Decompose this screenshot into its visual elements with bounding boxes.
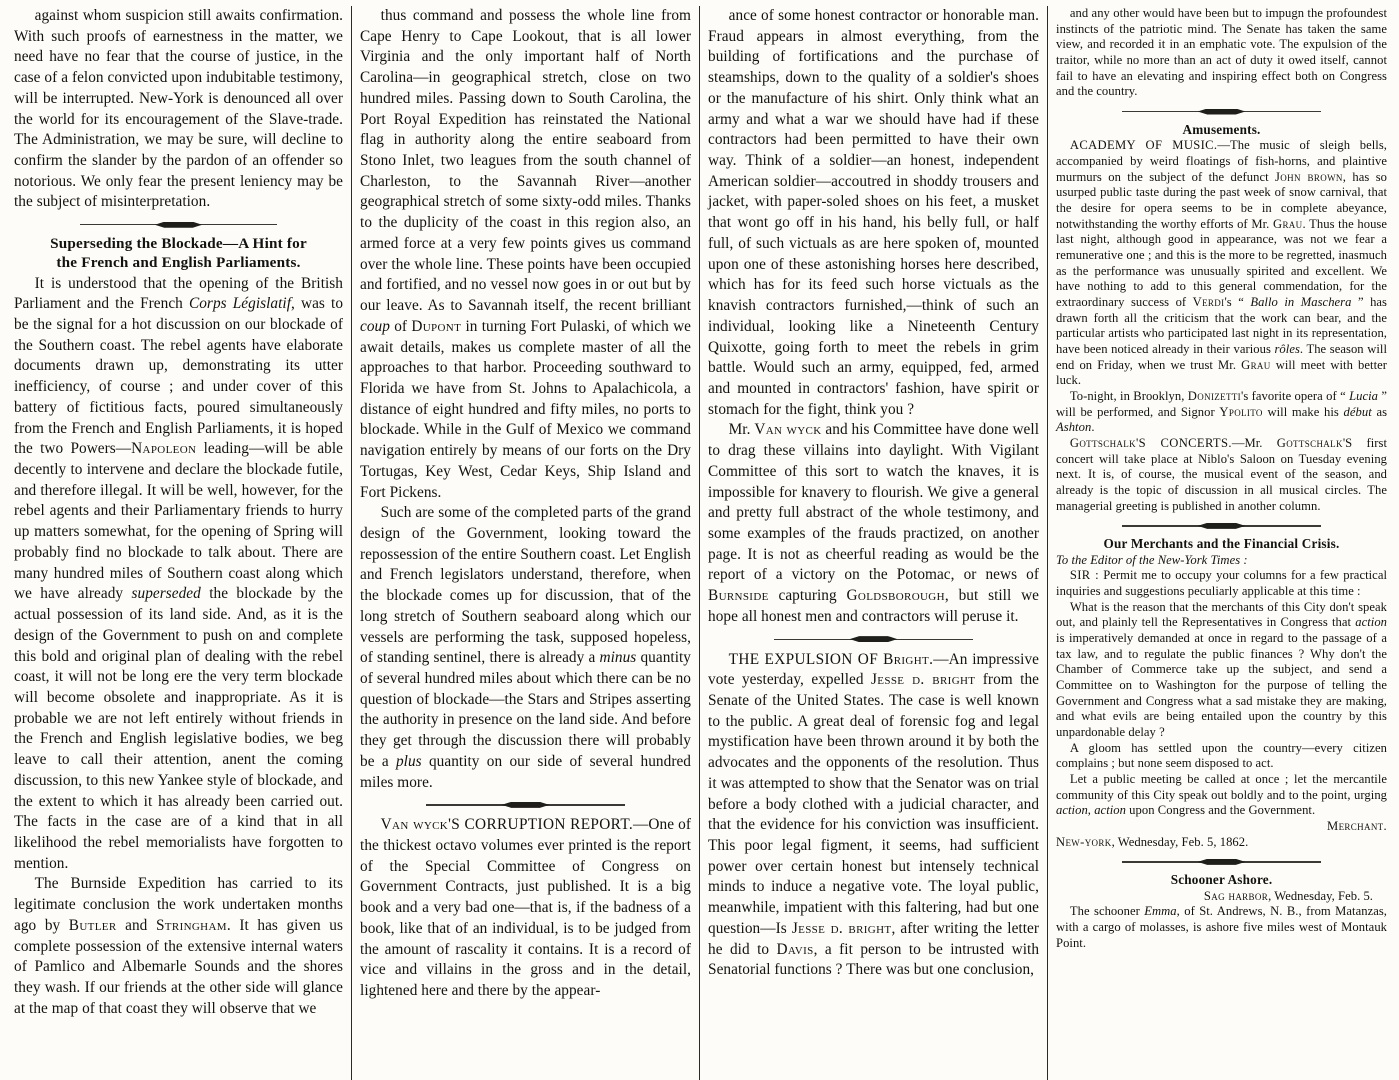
- item-lead-smallcaps: THE EXPULSION OF Bright.: [728, 650, 934, 668]
- column-1: [4, 6, 351, 1080]
- section-headline-merchants: [1056, 536, 1387, 552]
- item-body: Permit me to occupy your columns for a few practical inquiries and suggestions peculiarly applicable at this time :: [1056, 568, 1388, 598]
- ornamental-divider: [774, 635, 973, 645]
- column-4: [1047, 6, 1395, 1080]
- item-body: —An impressive vote yesterday, expelled Jesse d. bright from the Senate of the United States. The case is well known to the public. A great deal of forensic fog and legal mystification have been thrown around it by both the advocates and the opponents of the resolution. Thus it was attempted to show that the Senator was on trial before a body clothed with a judicial character, and that the evidence for his conviction was insufficient. This poor legal figment, it seems, had sufficient power over certain honest but intensely technical minds to induce a negative vote. The loyal public, meanwhile, impatient with this faltering, had but one question—Is Jesse d. bright, after writing the letter he did to Davis, a fit person to be intrusted with Senatorial functions ? There was but one conclusion,: [708, 650, 1040, 979]
- article-paragraph: Such are some of the completed parts of the grand design of the Government, looking toward the repossession of the entire Southern coast. Let English and French legislators understand, therefore, when the blockade comes up for discussion, that of the long stretch of Southern seaboard along which our vessels are performing the task, supposed hopeless, of standing sentinel, there is already a minus quantity of several hundred miles about which there can be no question of blockade—the Stars and Stripes asserting the authority in presence on the land side. And before they get through the discussion there will probably be a plus quantity on our side of several hundred miles more.: [360, 504, 692, 791]
- article-paragraph: [360, 815, 691, 1001]
- article-paragraph: [1056, 568, 1387, 599]
- article-headline: [14, 235, 343, 272]
- headline-line-1: Schooner Ashore.: [1170, 872, 1273, 888]
- article-paragraph: [1056, 138, 1387, 389]
- article-paragraph: To-night, in Brooklyn, Donizetti's favorite opera of “ Lucia ” will be performed, and Signor Ypolito will make his début as Ashton.: [1056, 389, 1388, 435]
- column-3: [699, 6, 1047, 1080]
- headline-line-1: Our Merchants and the Financial Crisis.: [1103, 536, 1340, 552]
- letter-dateline: New-york, Wednesday, Feb. 5, 1862.: [1056, 834, 1249, 849]
- article-paragraph: thus command and possess the whole line from Cape Henry to Cape Lookout, that is all lower Virginia and the only important half of North Carolina—in geographical stretch, close on two hundred miles. Passing down to South Carolina, the Port Royal Expedition has reinstated the National flag in authority along the entire seaboard from Stono Inlet, two leagues from the south channel of Charleston, to the Savannah River—another geographical stretch of some sixty-odd miles. Thanks to the duplicity of the coast in this region also, an armed force at a very few points gives us command over the whole line. These points have been occupied and fortified, and no vessel now goes in or out but by our leave. As to Savannah itself, the recent brilliant coup of Dupont in turning Fort Pulaski, of which we await details, makes us complete master of all the approaches to that harbor. Proceeding southward to Florida we have from St. Johns to Apalachicola, a distance of eight hundred and fifty miles, no ports to blockade. While in the Gulf of Mexico we command navigation entirely by means of our forts on the Dry Tortugas, Key West, Cedar Keys, Ship Island and Fort Pickens.: [360, 7, 692, 501]
- column-2: [351, 6, 699, 1080]
- article-paragraph: Mr. Van wyck and his Committee have done well to drag these villains into daylight. With Vigilant Committee of this sort to watch the knaves, it is impossible for knavery to flourish. We give a general and pretty full abstract of the whole testimony, and some examples of the frauds practized, on another page. It is not as cheerful reading as would be the report of a victory on the Potomac, or news of Burnside capturing Goldsborough, but still we hope all honest men and contractors will peruse it.: [708, 421, 1040, 625]
- section-headline-schooner: [1056, 872, 1387, 888]
- ornamental-divider: [1122, 107, 1321, 117]
- letter-signature: Merchant.: [1327, 819, 1388, 834]
- article-paragraph: The Burnside Expedition has carried to its legitimate conclusion the work undertaken months ago by Butler and Stringham. It has given us complete possession of the extensive internal waters of Pamlico and Albemarle Sounds and the shores they wash. If our friends at the other side will glance at the map of that coast they will observe that we: [14, 875, 344, 1017]
- ornamental-divider: [80, 220, 277, 230]
- ornamental-divider: [1122, 857, 1321, 867]
- article-paragraph: [708, 650, 1039, 982]
- item-lead-smallcaps: ACADEMY OF MUSIC.: [1069, 138, 1218, 153]
- article-paragraph: A gloom has settled upon the country—every citizen complains ; but none seem disposed to act.: [1056, 740, 1388, 771]
- article-paragraph: What is the reason that the merchants of this City don't speak out, and plainly tell the Representatives in Congress that action is imperatively demanded at once in regard to the passage of a tax law, and to regulate the public finances ? Why don't the Chamber of Commerce take up the subject, and send a Committee on to Washington for the purpose of telling the Government and Congress what a sad mistake they are making, and what evils are being entailed upon the country by this unpardonable delay ?: [1056, 599, 1388, 740]
- article-paragraph: Let a public meeting be called at once ; let the mercantile community of this City speak out boldly and to the point, urging action, action upon Congress and the Government.: [1056, 772, 1388, 818]
- ornamental-divider: [1122, 521, 1321, 531]
- article-paragraph: It is understood that the opening of the British Parliament and the French Corps Législatif, was to be the signal for a hot discussion on our blockade of the Southern coast. The rebel agents have elaborate documents drawn up, demonstrating its utter inefficiency, of course ; and under cover of this battery of fictitious facts, poured simultaneously from the French and English Parliaments, it is hoped the two Powers—Napoleon leading—will be able decently to intervene and declare the blockade futile, and therefore illegal. It will be well, however, for the rebel agents and their Parliamentary friends to hurry up matters somewhat, for the opening of Spring will probably find no blockade to talk about. There are many hundred miles of Southern coast along which we have already superseded the blockade by the actual possession of its land side. And, as it is the design of the Government to push on and complete this bold and original plan of dealing with the rebel coast, it will not be long ere the very term blockade will become obsolete and inappropriate. As it is probable we are not left entirely without friends in the French and English legislative bodies, we beg leave to call their attention, anent the coming discussion, to this new Yankee style of blockade, and the extent to which it has already been carried out. The facts in the case are of a kind that in all likelihood the rebel memorialists have forgotten to mention.: [14, 274, 344, 872]
- item-body: —The music of sleigh bells, accompanied by weird floatings of fish-horns, and plaintive murmurs on the subject of the defunct John brown, has so usurped public taste during the past week of snow carnival, that the desire for opera seems to be in complete abeyance, notwithstanding the worthy efforts of Mr. Grau. Thus the house last night, although good in appearance, was not we fear a remunerative one ; and this is the more to be regretted, inasmuch as the performance was unusually spirited and excellent. We have nothing to add to this general commendation, for the extraordinary success of Verdi's “ Ballo in Maschera ” has drawn forth all the criticism that the work can bear, and the particular artists who participated last night in its representation, have been noticed already in their various rôles. The season will end on Friday, when we trust Mr. Grau will meet with better luck.: [1056, 138, 1388, 388]
- article-paragraph: ance of some honest contractor or honorable man. Fraud appears in almost everything, from the building of fortifications and the purchase of steamships, down to the quality of a soldier's shoes or the manufacture of his shirt. Only think what an army and what a war we should have had if these contractors had been permitted to have their own way. Think of a soldier—an honest, independent American soldier—accoutred in shoddy trousers and jacket, with paper-soled shoes on his feet, a musket that wont go off in his hand, his belly full, or half full, of such victuals as are here spoken of, mounted upon one of these astonishing horses here described, which has for its feed such horse victuals as the knavish contractors furnished,—think of such an individual, looking like a Nineteenth Century Quixotte, going forth to meet the rebels in grim battle. Would such an army, equipped, fed, armed and mounted in contractors' fashion, have spirit or stomach for the fight, think you ?: [708, 7, 1040, 418]
- ornamental-divider: [426, 800, 625, 810]
- letter-salutation: SIR :: [1069, 568, 1099, 583]
- headline-line-1: Superseding the Blockade—A Hint for: [50, 235, 307, 253]
- article-paragraph: and any other would have been but to impugn the profoundest instincts of the patriotic mind. The Senate has taken the same view, and recorded it in an emphatic vote. The expulsion of the traitor, while no more than an act of duty it owed itself, cannot fail to have an elevating and inspiring effect both on Congress and the country.: [1056, 6, 1388, 99]
- report-dateline: Sag harbor, Wednesday, Feb. 5.: [1203, 888, 1374, 903]
- letter-addressee: To the Editor of the New-York Times :: [1056, 552, 1248, 567]
- item-lead-smallcaps: Van wyck'S CORRUPTION REPORT.: [380, 816, 634, 834]
- headline-line-1: Amusements.: [1182, 122, 1261, 138]
- item-body: —Mr. Gottschalk'S first concert will take place at Niblo's Saloon on Tuesday evening next. It is, of course, the musical event of the season, and already is the topic of discussion in all musical circles. The managerial greeting is published in another column.: [1056, 436, 1388, 513]
- article-paragraph: The schooner Emma, of St. Andrews, N. B., from Matanzas, with a cargo of molasses, is ashore five miles west of Montauk Point.: [1056, 904, 1388, 950]
- article-paragraph: [1056, 436, 1387, 514]
- headline-line-2: the French and English Parliaments.: [56, 253, 301, 271]
- item-lead-smallcaps: Gottschalk'S CONCERTS.: [1069, 436, 1232, 451]
- article-paragraph: against whom suspicion still awaits confirmation. With such proofs of earnestness in the matter, we need have no fear that the course of justice, in the case of a felon convicted upon indubitable testimony, will be interrupted. New-York is denounced all over the world for its encouragement of the Slave-trade. The Administration, we may be sure, will decline to confirm the slander by the pardon of an offender so notorious. We only fear the present leniency may be the subject of misinterpretation.: [14, 7, 344, 211]
- section-headline-amusements: [1056, 122, 1387, 138]
- item-body: —One of the thickest octavo volumes ever printed is the report of the Special Committee of Congress on Government Contracts, just published. It is a big book and a very bad one—that is, if the badness of a book, like that of an individual, is to be judged from the amount of rascality it contains. It is a record of vice and villains in the gross and in the detail, lightened here and there by the appear-: [360, 816, 692, 1000]
